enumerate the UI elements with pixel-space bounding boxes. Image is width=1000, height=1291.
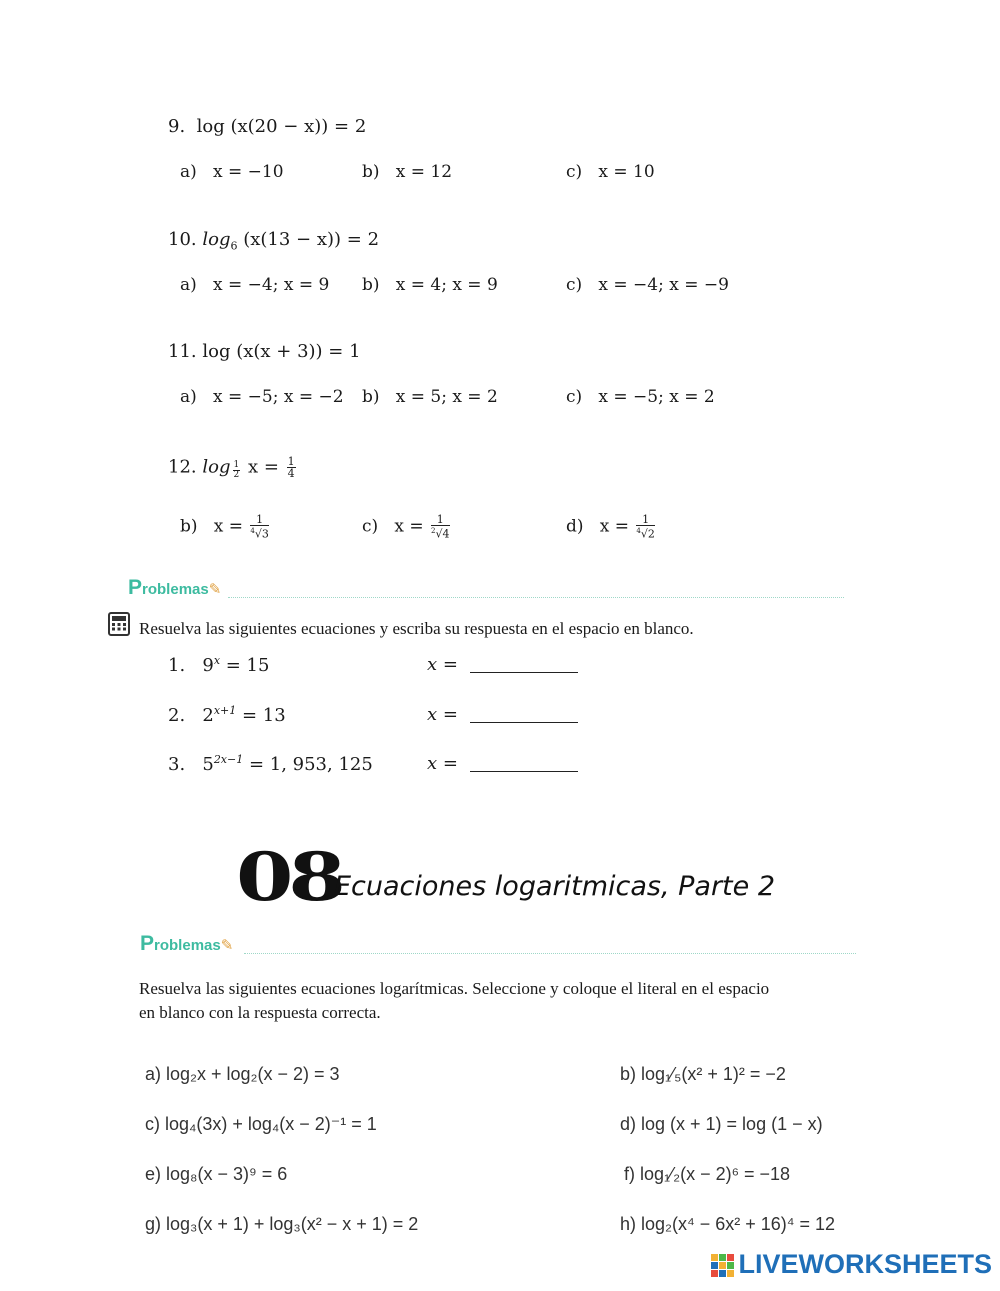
liveworksheets-logo[interactable] — [711, 1249, 992, 1281]
answer-row-2: x = — [427, 704, 578, 725]
section2-instruction-line2: en blanco con la respuesta correcta. — [139, 1003, 381, 1022]
section1-instruction: Resuelva las siguientes ecuaciones y escriba su respuesta en el espacio en blanco. — [139, 619, 694, 638]
question-9 — [168, 116, 366, 137]
question-10: 10. $\log_6 (x(13 - x)) = 2$ — [168, 229, 380, 253]
section-number: 08 — [236, 838, 341, 916]
answer-blank-1[interactable] — [470, 658, 578, 673]
choice-h[interactable]: h) log₂(x⁴ − 6x² + 16)⁴ = 12 — [620, 1214, 836, 1234]
pencil-icon: ✎ — [220, 937, 234, 954]
answer-blank-3[interactable] — [470, 757, 578, 772]
problemas-label: Problemas✎ — [128, 576, 222, 599]
choice-d[interactable]: d) log (x + 1) = log (1 − x) — [620, 1114, 823, 1134]
option-10a[interactable]: a) x = −4; x = 9 — [180, 275, 330, 295]
question-11: 11. log (x(x + 3)) = 1 — [168, 341, 361, 362]
option-12b[interactable]: b) x = $\frac{1}{^4√3}$ — [180, 513, 269, 541]
problemas-header — [128, 576, 844, 600]
calculator-icon — [108, 612, 130, 636]
pencil-icon: ✎ — [208, 581, 222, 598]
answer-row-3: x = — [427, 753, 578, 774]
choice-b[interactable]: b) log₁⁄₅(x² + 1)² = −2 — [620, 1064, 786, 1084]
equation-row-2: 2. $2^{x+1} = 13$ — [168, 704, 286, 726]
answer-row-1: x = — [427, 654, 578, 675]
option-10b[interactable]: b) x = 4; x = 9 — [362, 275, 498, 295]
equation-row-3: 3. $5^{2x-1} = 1$, 953, 125 — [168, 753, 373, 775]
choice-f[interactable]: f) log₁⁄₂(x − 2)⁶ = −18 — [624, 1164, 791, 1184]
option-12c[interactable]: c) x = $\frac{1}{^2√4}$ — [362, 513, 450, 541]
choice-e[interactable]: e) log₈(x − 3)⁹ = 6 — [145, 1164, 288, 1184]
option-11b[interactable]: b) x = 5; x = 2 — [362, 387, 498, 407]
choice-c[interactable]: c) log₄(3x) + log₄(x − 2)⁻¹ = 1 — [145, 1114, 377, 1134]
equation-row-1: 1. $9^x = 15$ — [168, 654, 270, 676]
answer-blank-2[interactable] — [470, 708, 578, 723]
logo-blocks-icon — [711, 1254, 735, 1278]
problemas-header-2 — [140, 932, 856, 956]
choice-g[interactable]: g) log₃(x + 1) + log₃(x² − x + 1) = 2 — [145, 1214, 419, 1234]
question-equation: log (x(20 − x)) = 2 — [196, 116, 367, 137]
brand-name: LIVEWORKSHEETS — [738, 1249, 992, 1279]
question-12: 12. log $\frac{1}{2}$ x = $\frac{1}{4}$ — [168, 455, 295, 481]
option-11c[interactable]: c) x = −5; x = 2 — [566, 387, 715, 407]
option-9c[interactable]: c) x = 10 — [566, 162, 655, 182]
section2-instruction-line1: Resuelva las siguientes ecuaciones logarítmicas. Seleccione y coloque el literal en el espacio — [139, 979, 770, 998]
option-10c[interactable]: c) x = −4; x = −9 — [566, 275, 729, 295]
section-title: Ecuaciones logaritmicas, Parte 2 — [334, 871, 776, 902]
choice-a[interactable]: a) log₂x + log₂(x − 2) = 3 — [145, 1064, 340, 1084]
option-11a[interactable]: a) x = −5; x = −2 — [180, 387, 344, 407]
problemas-label-2: Problemas✎ — [140, 932, 234, 955]
question-number: 9. — [168, 116, 186, 137]
option-9a[interactable]: a) x = −10 — [180, 162, 284, 182]
option-9b[interactable]: b) x = 12 — [362, 162, 453, 182]
option-12d[interactable]: d) x = $\frac{1}{^4√2}$ — [566, 513, 655, 541]
